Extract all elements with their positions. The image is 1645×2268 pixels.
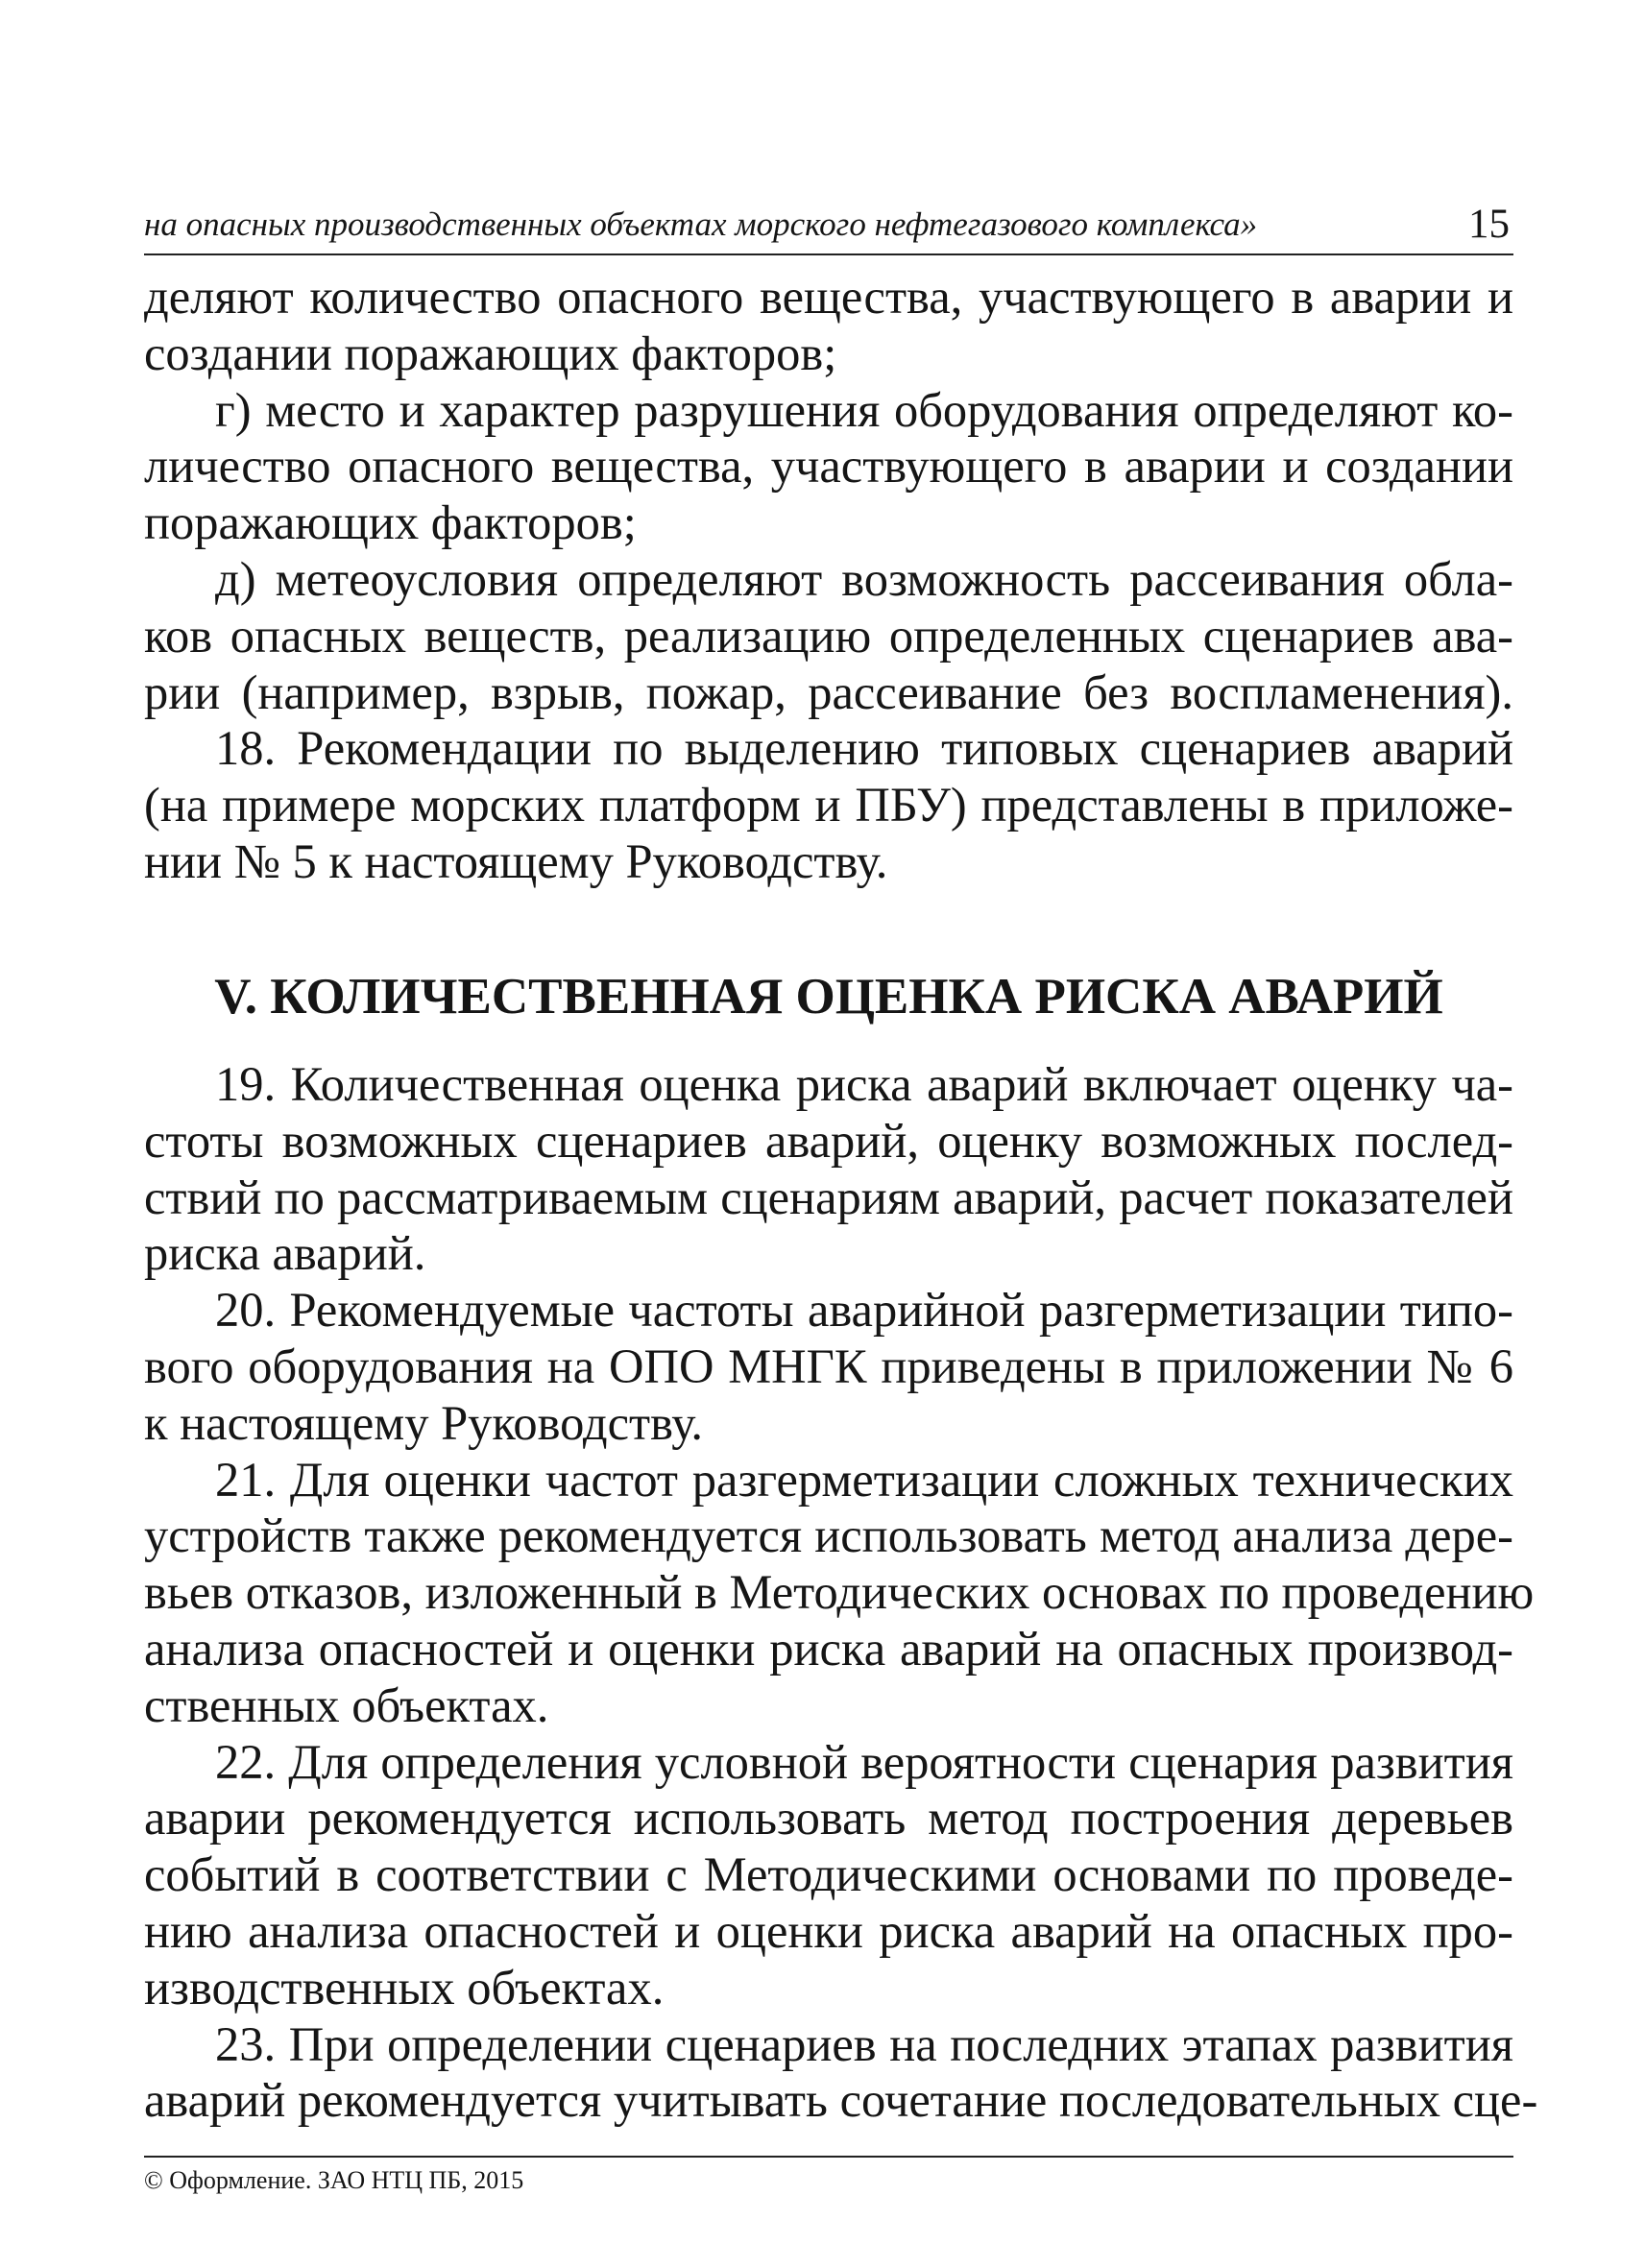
text-line: 23. При определении сценариев на последних этапах развития <box>215 2016 1513 2071</box>
text-line: нии № 5 к настоящему Руководству. <box>144 833 888 888</box>
footer-divider <box>144 2156 1513 2158</box>
text-line: личество опасного вещества, участвующего в аварии и создании <box>144 439 1513 494</box>
section-heading: V. КОЛИЧЕСТВЕННАЯ ОЦЕНКА РИСКА АВАРИЙ <box>214 969 1443 1025</box>
text-line: 18. Рекомендации по выделению типовых сценариев аварий <box>215 721 1513 776</box>
text-line: ствий по рассматриваемым сценариям аварий, расчет показателей <box>144 1170 1513 1224</box>
text-line: г) место и характер разрушения оборудования определяют ко- <box>215 382 1513 437</box>
text-line: изводственных объектах. <box>144 1960 665 2015</box>
running-header <box>144 194 1513 255</box>
text-line: 22. Для определения условной вероятности сценария развития <box>215 1734 1513 1789</box>
body-text-main <box>144 1056 1538 2129</box>
text-line: ственных объектах. <box>144 1677 549 1732</box>
footer-copyright: © Оформление. ЗАО НТЦ ПБ, 2015 <box>144 2166 524 2194</box>
text-line: создании поражающих факторов; <box>144 326 837 380</box>
text-line: 21. Для оценки частот разгерметизации сложных технических <box>215 1452 1513 1507</box>
text-line: риска аварий. <box>144 1226 426 1281</box>
text-line: рии (например, взрыв, пожар, рассеивание без воспламенения). <box>144 664 1513 719</box>
text-line: деляют количество опасного вещества, участвующего в аварии и <box>144 270 1513 324</box>
body-text-top <box>144 269 1513 890</box>
text-line: поражающих факторов; <box>144 495 637 550</box>
page-number: 15 <box>1468 202 1510 247</box>
text-line: 20. Рекомендуемые частоты аварийной разгерметизации типо- <box>215 1283 1513 1338</box>
text-line: нию анализа опасностей и оценки риска аварий на опасных про- <box>144 1903 1513 1958</box>
text-line: устройств также рекомендуется использовать метод анализа дере- <box>144 1508 1513 1563</box>
text-line: к настоящему Руководству. <box>144 1395 704 1450</box>
text-line: вьев отказов, изложенный в Методических основах по проведению <box>144 1565 1535 1620</box>
text-line: д) метеоусловия определяют возможность рассеивания обла- <box>215 551 1513 606</box>
text-line: стоты возможных сценариев аварий, оценку возможных послед- <box>144 1113 1513 1168</box>
text-line: событий в соответствии с Методическими основами по проведе- <box>144 1847 1513 1902</box>
text-line: анализа опасностей и оценки риска аварий на опасных производ- <box>144 1621 1513 1676</box>
text-line: вого оборудования на ОПО МНГК приведены в приложении № 6 <box>144 1339 1513 1393</box>
text-line: 19. Количественная оценка риска аварий включает оценку ча- <box>215 1057 1513 1111</box>
running-title: на опасных производственных объектах морского нефтегазового комплекса» <box>144 205 1258 243</box>
text-line: аварии рекомендуется использовать метод построения деревьев <box>144 1791 1513 1846</box>
text-line: ков опасных веществ, реализацию определенных сценариев ава- <box>144 608 1513 663</box>
text-line: (на примере морских платформ и ПБУ) представлены в приложе- <box>144 778 1513 832</box>
text-line: аварий рекомендуется учитывать сочетание последовательных сце- <box>144 2073 1538 2128</box>
